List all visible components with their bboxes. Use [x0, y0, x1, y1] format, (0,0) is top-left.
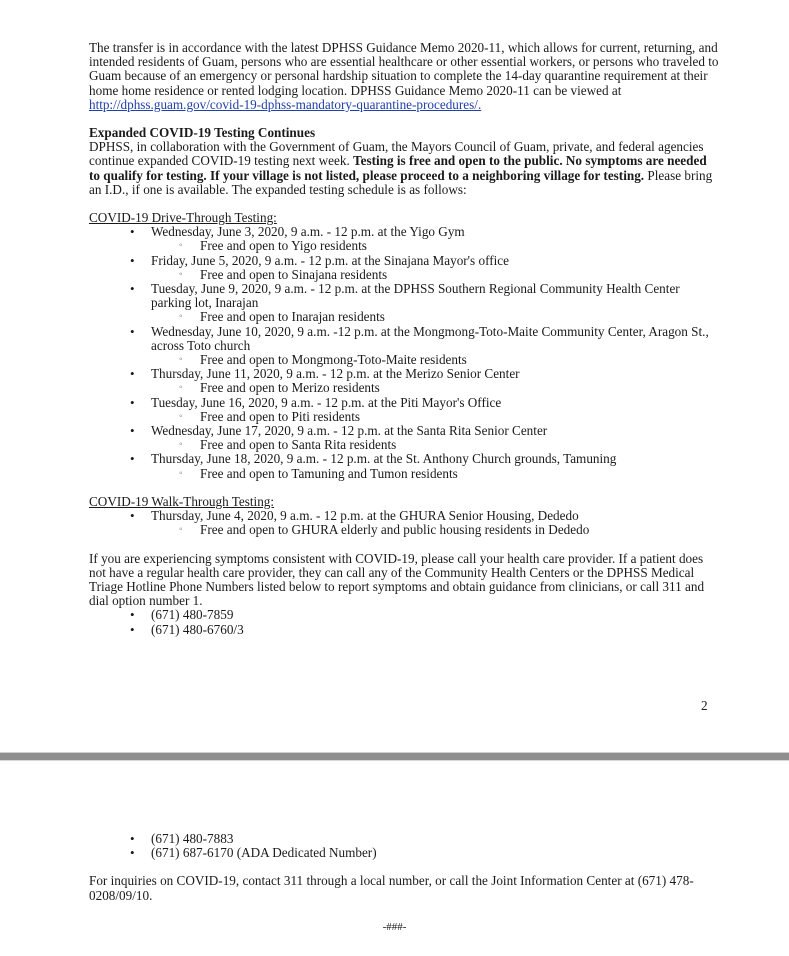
- list-item: • Wednesday, June 17, 2020, 9 a.m. - 12 p.m. at the Santa Rita Senior Center: [89, 424, 719, 438]
- list-item: • Tuesday, June 16, 2020, 9 a.m. - 12 p.m. at the Piti Mayor's Office: [89, 396, 719, 410]
- intro-paragraph: [89, 41, 719, 112]
- document-page-3: [0, 762, 789, 956]
- section-text-intro: DPHSS, in collaboration with the Government of Guam, the Mayors Council of Guam, private, and federal agencies continue expanded COVID-19 testing next week.: [89, 139, 704, 169]
- list-item: • Wednesday, June 3, 2020, 9 a.m. - 12 p.m. at the Yigo Gym: [89, 225, 719, 239]
- phone-number: • (671) 480-6760/3: [89, 623, 719, 637]
- list-subitem: ◦ Free and open to Tamuning and Tumon residents: [89, 467, 719, 481]
- page-separator: [0, 752, 789, 761]
- walk-through-heading: COVID-19 Walk-Through Testing:: [89, 493, 275, 509]
- walk-through-list: [89, 509, 719, 537]
- list-item: • Thursday, June 4, 2020, 9 a.m. - 12 p.m. at the GHURA Senior Housing, Dededo: [89, 509, 719, 523]
- page-number: 2: [701, 698, 708, 713]
- hotline-phone-list: [89, 608, 719, 636]
- list-subitem: ◦ Free and open to Santa Rita residents: [89, 438, 719, 452]
- symptoms-paragraph: If you are experiencing symptoms consistent with COVID-19, please call your health care provider. If a patient does not have a regular health care provider, they can call any of the Community Health Centers or the DPHSS Medical Triage Hotline Phone Numbers listed below to report symptoms and obtain guidance from clinicians, or call 311 and dial option number 1.: [89, 550, 705, 609]
- section-text-bold: Testing is free and open to the public. No symptoms are needed to qualify for testing. If your village is not listed, please proceed to a neighboring village for testing.: [89, 153, 707, 183]
- phone-number: • (671) 480-7883: [89, 832, 719, 846]
- list-subitem: ◦ Free and open to Merizo residents: [89, 381, 719, 395]
- list-item: • Friday, June 5, 2020, 9 a.m. - 12 p.m. at the Sinajana Mayor's office: [89, 254, 719, 268]
- list-subitem: ◦ Free and open to Piti residents: [89, 410, 719, 424]
- page-content: [89, 832, 719, 903]
- list-item: • Thursday, June 18, 2020, 9 a.m. - 12 p.m. at the St. Anthony Church grounds, Tamuning: [89, 452, 719, 466]
- list-subitem: ◦ Free and open to Mongmong-Toto-Maite residents: [89, 353, 719, 367]
- list-subitem: ◦ Free and open to Sinajana residents: [89, 268, 719, 282]
- list-item: • Thursday, June 11, 2020, 9 a.m. - 12 p.m. at the Merizo Senior Center: [89, 367, 719, 381]
- section-text-outro: Please bring an I.D., if one is available. The expanded testing schedule is as follows:: [89, 167, 713, 197]
- list-subitem: ◦ Free and open to Yigo residents: [89, 239, 719, 253]
- list-subitem: ◦ Free and open to Inarajan residents: [89, 310, 719, 324]
- quarantine-procedures-link[interactable]: http://dphss.guam.gov/covid-19-dphss-mandatory-quarantine-procedures/.: [89, 96, 482, 112]
- phone-number: • (671) 480-7859: [89, 608, 719, 622]
- section-paragraph: [89, 140, 719, 197]
- phone-number: • (671) 687-6170 (ADA Dedicated Number): [89, 846, 719, 860]
- list-item: • Tuesday, June 9, 2020, 9 a.m. - 12 p.m. at the DPHSS Southern Regional Community Health Center parking lot, Inarajan: [89, 282, 719, 310]
- hotline-phone-list-continued: [89, 832, 719, 860]
- list-item: • Wednesday, June 10, 2020, 9 a.m. -12 p.m. at the Mongmong-Toto-Maite Community Center, Aragon St., across Toto church: [89, 325, 719, 353]
- end-mark: -###-: [382, 921, 407, 933]
- drive-through-list: [89, 225, 719, 481]
- section-heading: Expanded COVID-19 Testing Continues: [89, 125, 316, 141]
- intro-text: The transfer is in accordance with the latest DPHSS Guidance Memo 2020-11, which allows for current, returning, and intended residents of Guam, persons who are essential healthcare or other essential workers, or persons who traveled to Guam because of an emergency or personal hardship situation to complete the 14-day quarantine requirement at their home home residence or rented lodging location. DPHSS Guidance Memo 2020-11 can be viewed at: [89, 40, 719, 98]
- inquiries-paragraph: For inquiries on COVID-19, contact 311 through a local number, or call the Joint Information Center at (671) 478-0208/09/10.: [89, 873, 694, 903]
- drive-through-heading: COVID-19 Drive-Through Testing:: [89, 210, 277, 226]
- page-content: [89, 41, 719, 637]
- list-subitem: ◦ Free and open to GHURA elderly and public housing residents in Dededo: [89, 523, 719, 537]
